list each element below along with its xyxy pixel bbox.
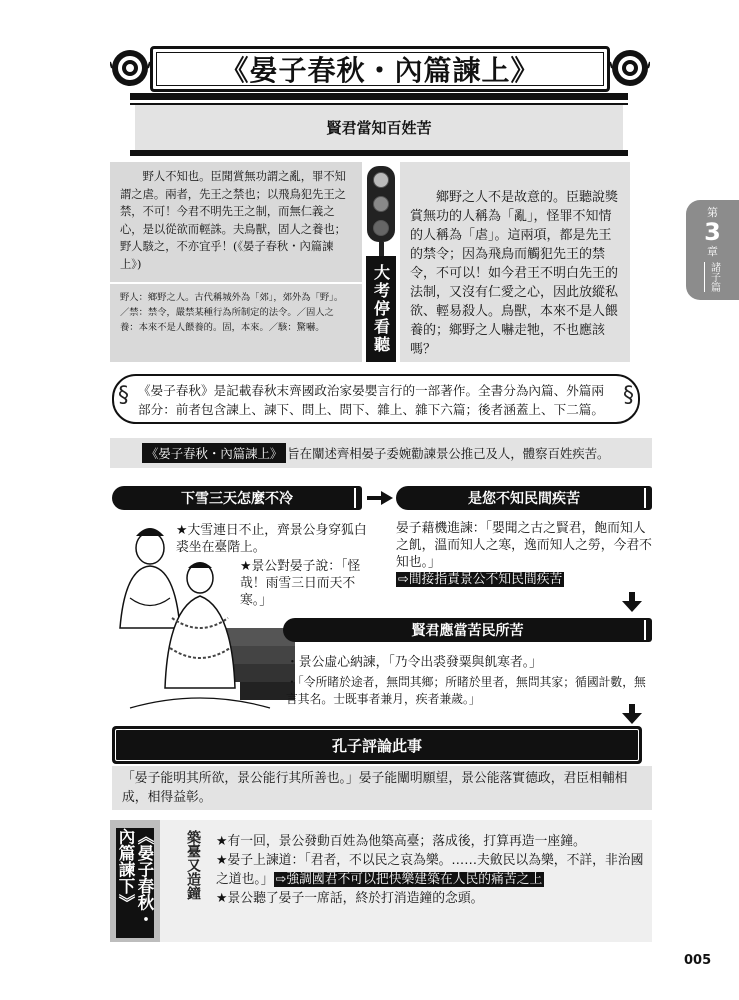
chapter-tab[interactable] (686, 200, 739, 300)
footer-item-2-text: ★晏子上諫道：「君者，不以民之哀為樂。……夫斂民以為樂，不詳，非治國之道也。」 (216, 853, 644, 887)
comment-title: 孔子評論此事 (331, 736, 422, 755)
original-text: 野人不知也。臣聞賞無功謂之亂，罪不知謂之虐。兩者，先王之禁也；以飛鳥犯先王之禁，不可！今君不明先王之制，而無仁義之心，是以從欲而輕誅。夫鳥獸，固人之養也；野人駭之，不亦宜乎！(《晏子春秋・內篇諫上》) (120, 170, 346, 271)
footer-source-frame (110, 820, 160, 942)
swirl-icon: § (118, 383, 129, 408)
flower-ornament-icon (110, 48, 150, 88)
chapter-category: 諸子篇 (704, 262, 722, 292)
comment-body: 「晏子能明其所欲，景公能行其所善也。」晏子能闡明願望，景公能落實德政，君臣相輔相成，相得益彰。 (112, 766, 652, 810)
footer-item-1: ★有一回，景公發動百姓為他築高臺；落成後，打算再造一座鐘。 (216, 834, 586, 849)
page-title: 《晏子春秋・內篇諫上》 (220, 54, 540, 87)
footer-item-2-highlight: ⇨強調國君不可以把快樂建築在人民的痛苦之上 (275, 872, 543, 887)
chapter-number: 3 (704, 218, 721, 246)
section-title: 賢君當知百姓苦 (135, 105, 623, 150)
flow-box-3-item-2: ・「令所睹於途者，無問其鄉；所睹於里者，無問其家；循國計數，無言其名。士既事者兼月，疾者兼歲。」 (286, 675, 646, 706)
annotation-text: 野人：鄉野之人。古代稱城外為「郊」，郊外為「野」。／禁：禁令，嚴禁某種行為所制定的法令。／固人之養：本來不是人餵養的。固，本來。／駭：驚嚇。 (120, 292, 344, 333)
chapter-suffix: 章 (707, 245, 718, 258)
page-number: 005 (684, 953, 712, 968)
summary-tag: 《晏子春秋・內篇諫上》 (142, 443, 286, 463)
footer-label: 築臺又造鐘 (185, 830, 201, 900)
flow-box-3-item-1: ・景公虛心納諫，「乃令出裘發粟與飢寒者。」 (286, 655, 542, 670)
footer-source: 《晏子春秋・內篇諫下》 (116, 828, 154, 938)
title-box (150, 46, 610, 92)
flow-box-1-title (112, 486, 362, 510)
flow-box-1-item-2: ★景公對晏子說：「怪哉！雨雪三日而天不寒。」 (240, 559, 361, 608)
summary-strip (110, 438, 652, 468)
summary-text: 旨在闡述齊相晏子委婉勸諫景公推己及人，體察百姓疾苦。 (287, 446, 610, 461)
swirl-icon: § (623, 383, 634, 408)
traffic-light-stem (379, 242, 384, 256)
arrow-down-icon (622, 704, 642, 724)
original-text-panel (110, 162, 362, 282)
flow-box-1-label: 下雪三天怎麼不冷 (181, 491, 293, 507)
footer-item-3: ★景公聽了晏子一席話，終於打消造鐘的念頭。 (216, 891, 484, 906)
exam-label: 大考停看聽 (366, 256, 396, 362)
flow-box-2-label: 是您不知民間疾苦 (468, 491, 580, 507)
divider-bar (130, 93, 628, 100)
divider-bar (130, 150, 628, 156)
intro-box (112, 374, 640, 424)
comment-title-bar (112, 726, 642, 764)
flow-box-2-text (396, 520, 652, 588)
flow-box-3-label: 賢君應當苦民所苦 (411, 623, 524, 639)
traffic-light-icon (367, 166, 395, 242)
flower-ornament-icon (610, 48, 650, 88)
annotation-panel (110, 284, 362, 362)
flow-box-2-body: 晏子藉機進諫：「嬰聞之古之賢君，飽而知人之飢，溫而知人之寒，逸而知人之勞，今君不知也。」 (396, 521, 652, 570)
translation-text: 鄉野之人不是故意的。臣聽說獎賞無功的人稱為「亂」，怪罪不知情的人稱為「虐」。這兩項，都是先王的禁令；因為飛鳥而觸犯先王的禁令，不可以！如今君王不明白先王的法制，又沒有仁愛之心，因此放縱私欲、輕易殺人。鳥獸，本來不是人餵養的；鄉野之人嚇走牠，不也應該嗎？ (410, 190, 619, 357)
intro-text: 《晏子春秋》是記載春秋末齊國政治家晏嬰言行的一部著作。全書分為內篇、外篇兩部分：前者包含諫上、諫下、問上、問下、雜上、雜下六篇；後者涵蓋上、下二篇。 (138, 383, 604, 417)
flow-box-1-item-1: ★大雪連日不止，齊景公身穿狐白裘坐在臺階上。 (176, 523, 367, 555)
flow-box-2-title (396, 486, 652, 510)
footer-item-2 (216, 851, 652, 889)
footer-list (216, 832, 652, 908)
chapter-prefix: 第 (707, 206, 718, 219)
flow-box-3-title (283, 618, 652, 642)
flow-box-2-highlight: ⇨間接指責景公不知民間疾苦 (398, 572, 563, 587)
title-banner (110, 44, 650, 94)
translation-panel (400, 162, 630, 362)
arrow-right-icon (367, 491, 393, 505)
arrow-down-icon (622, 592, 642, 612)
